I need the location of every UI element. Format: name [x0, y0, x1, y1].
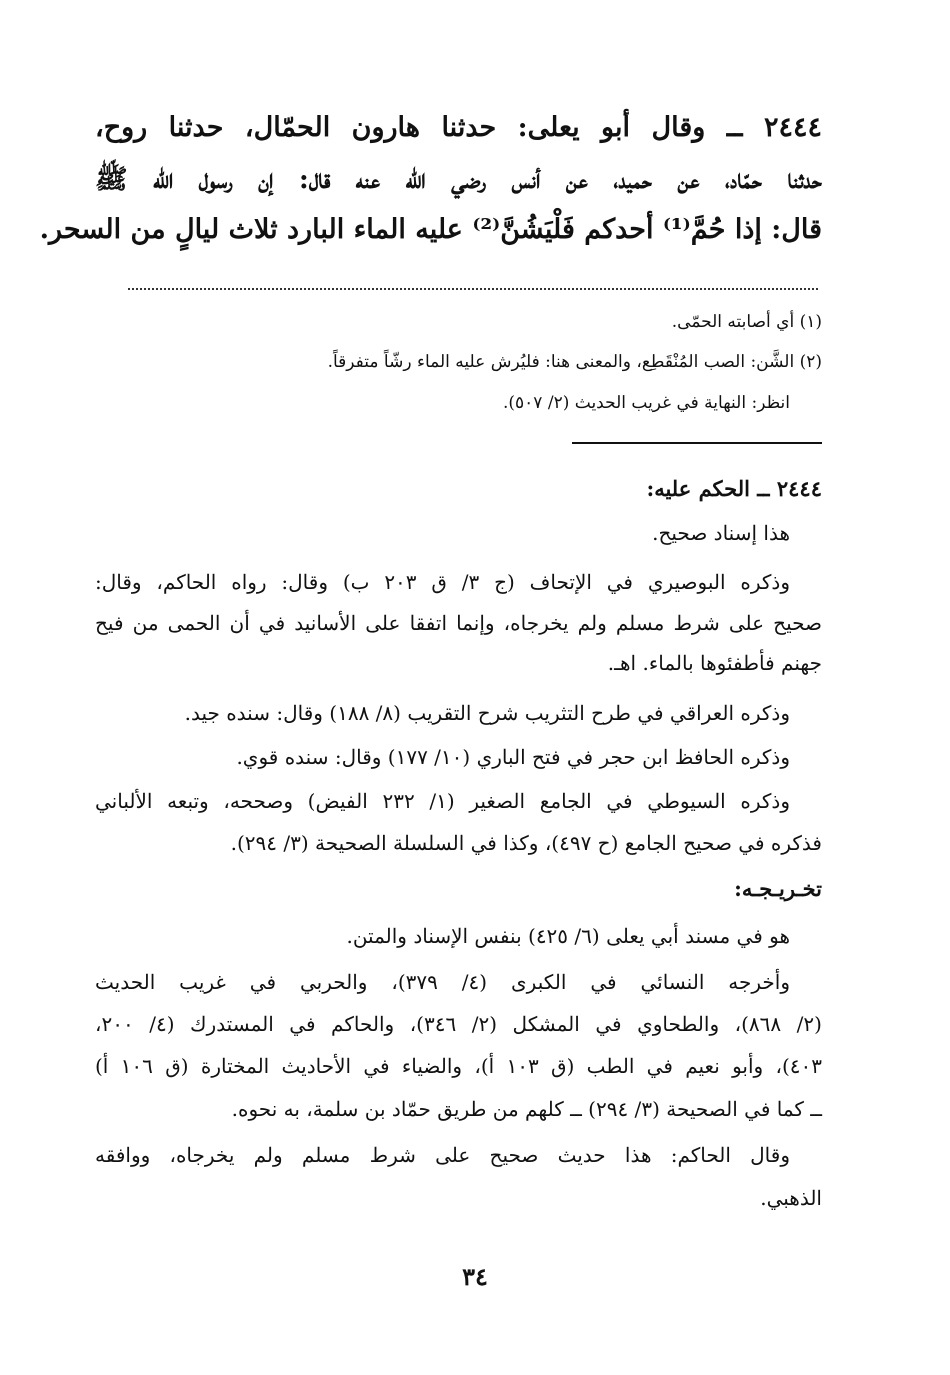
ruling-heading: ٢٤٤٤ ــ الحكم عليه: — [646, 476, 822, 501]
ruling-line-6: وذكره الحافظ ابن حجر في فتح الباري (١٠/ ١٧٧) وقال: سنده قوي. — [236, 745, 790, 769]
ruling-line-7: وذكره السيوطي في الجامع الصغير (١/ ٢٣٢ الفيض) وصححه، وتبعه الألباني — [95, 789, 790, 813]
footnote-reference: انظر: النهاية في غريب الحديث (٢/ ٥٠٧). — [502, 393, 790, 413]
takhrij-line-5: ــ كما في الصحيحة (٣/ ٢٩٤) ــ كلهم من طريق حمّاد بن سلمة، به نحوه. — [231, 1097, 822, 1121]
footnote-1: (١) أي أصابته الحمّى. — [671, 312, 822, 332]
takhrij-line-6: وقال الحاكم: هذا حديث صحيح على شرط مسلم ولم يخرجاه، ووافقه — [95, 1143, 790, 1167]
takhrij-heading: تخـريـجـه: — [734, 876, 822, 901]
ruling-line-1: هذا إسناد صحيح. — [652, 521, 790, 545]
footnote-separator — [128, 288, 818, 290]
takhrij-line-3: (٢/ ٨٦٨)، والطحاوي في المشكل (٢/ ٣٤٦)، والحاكم في المستدرك (٤/ ٢٠٠، — [95, 1012, 822, 1036]
ruling-line-2: وذكره البوصيري في الإتحاف (ج ٣/ ق ٢٠٣ ب) وقال: رواه الحاكم، وقال: — [95, 570, 790, 594]
ruling-line-5: وذكره العراقي في طرح التثريب شرح التقريب (٨/ ١٨٨) وقال: سنده جيد. — [184, 701, 790, 725]
ruling-line-8: فذكره في صحيح الجامع (ح ٤٩٧)، وكذا في السلسلة الصحيحة (٣/ ٢٩٤). — [230, 831, 822, 855]
section-divider — [572, 442, 822, 444]
takhrij-line-4: ٤٠٣)، وأبو نعيم في الطب (ق ١٠٣ أ)، والضياء في الأحاديث المختارة (ق ١٠٦ أ) — [95, 1054, 822, 1078]
takhrij-line-7: الذهبي. — [760, 1186, 822, 1210]
takhrij-line-1: هو في مسند أبي يعلى (٦/ ٤٢٥) بنفس الإسناد والمتن. — [346, 924, 790, 948]
ruling-line-3: صحيح على شرط مسلم ولم يخرجاه، وإنما اتفقا على الأسانيد في أن الحمى من فيح — [95, 611, 822, 635]
hadith-line-2: حدثنا حمّاد، عن حميد، عن أنس رضي الله عنه قال: إن رسول الله ﷺ — [95, 164, 823, 195]
hadith-line-3: قال: إذا حُمَّ⁽¹⁾ أحدكم فَلْيَشُنَّ⁽²⁾ عليه الماء البارد ثلاث ليالٍ من السحر. — [39, 214, 822, 245]
ruling-line-4: جهنم فأطفئوها بالماء. اهـ. — [607, 651, 822, 675]
takhrij-line-2: وأخرجه النسائي في الكبرى (٤/ ٣٧٩)، والحربي في غريب الحديث — [95, 970, 790, 994]
page-number: ٣٤ — [462, 1262, 488, 1291]
hadith-line-1: ٢٤٤٤ ــ وقال أبو يعلى: حدثنا هارون الحمّال، حدثنا روح، — [95, 112, 822, 143]
footnote-2: (٢) الشَّن: الصب المُنْقَطِع، والمعنى هنا: فليُرش عليه الماء رشّاً متفرقاً. — [327, 352, 822, 372]
